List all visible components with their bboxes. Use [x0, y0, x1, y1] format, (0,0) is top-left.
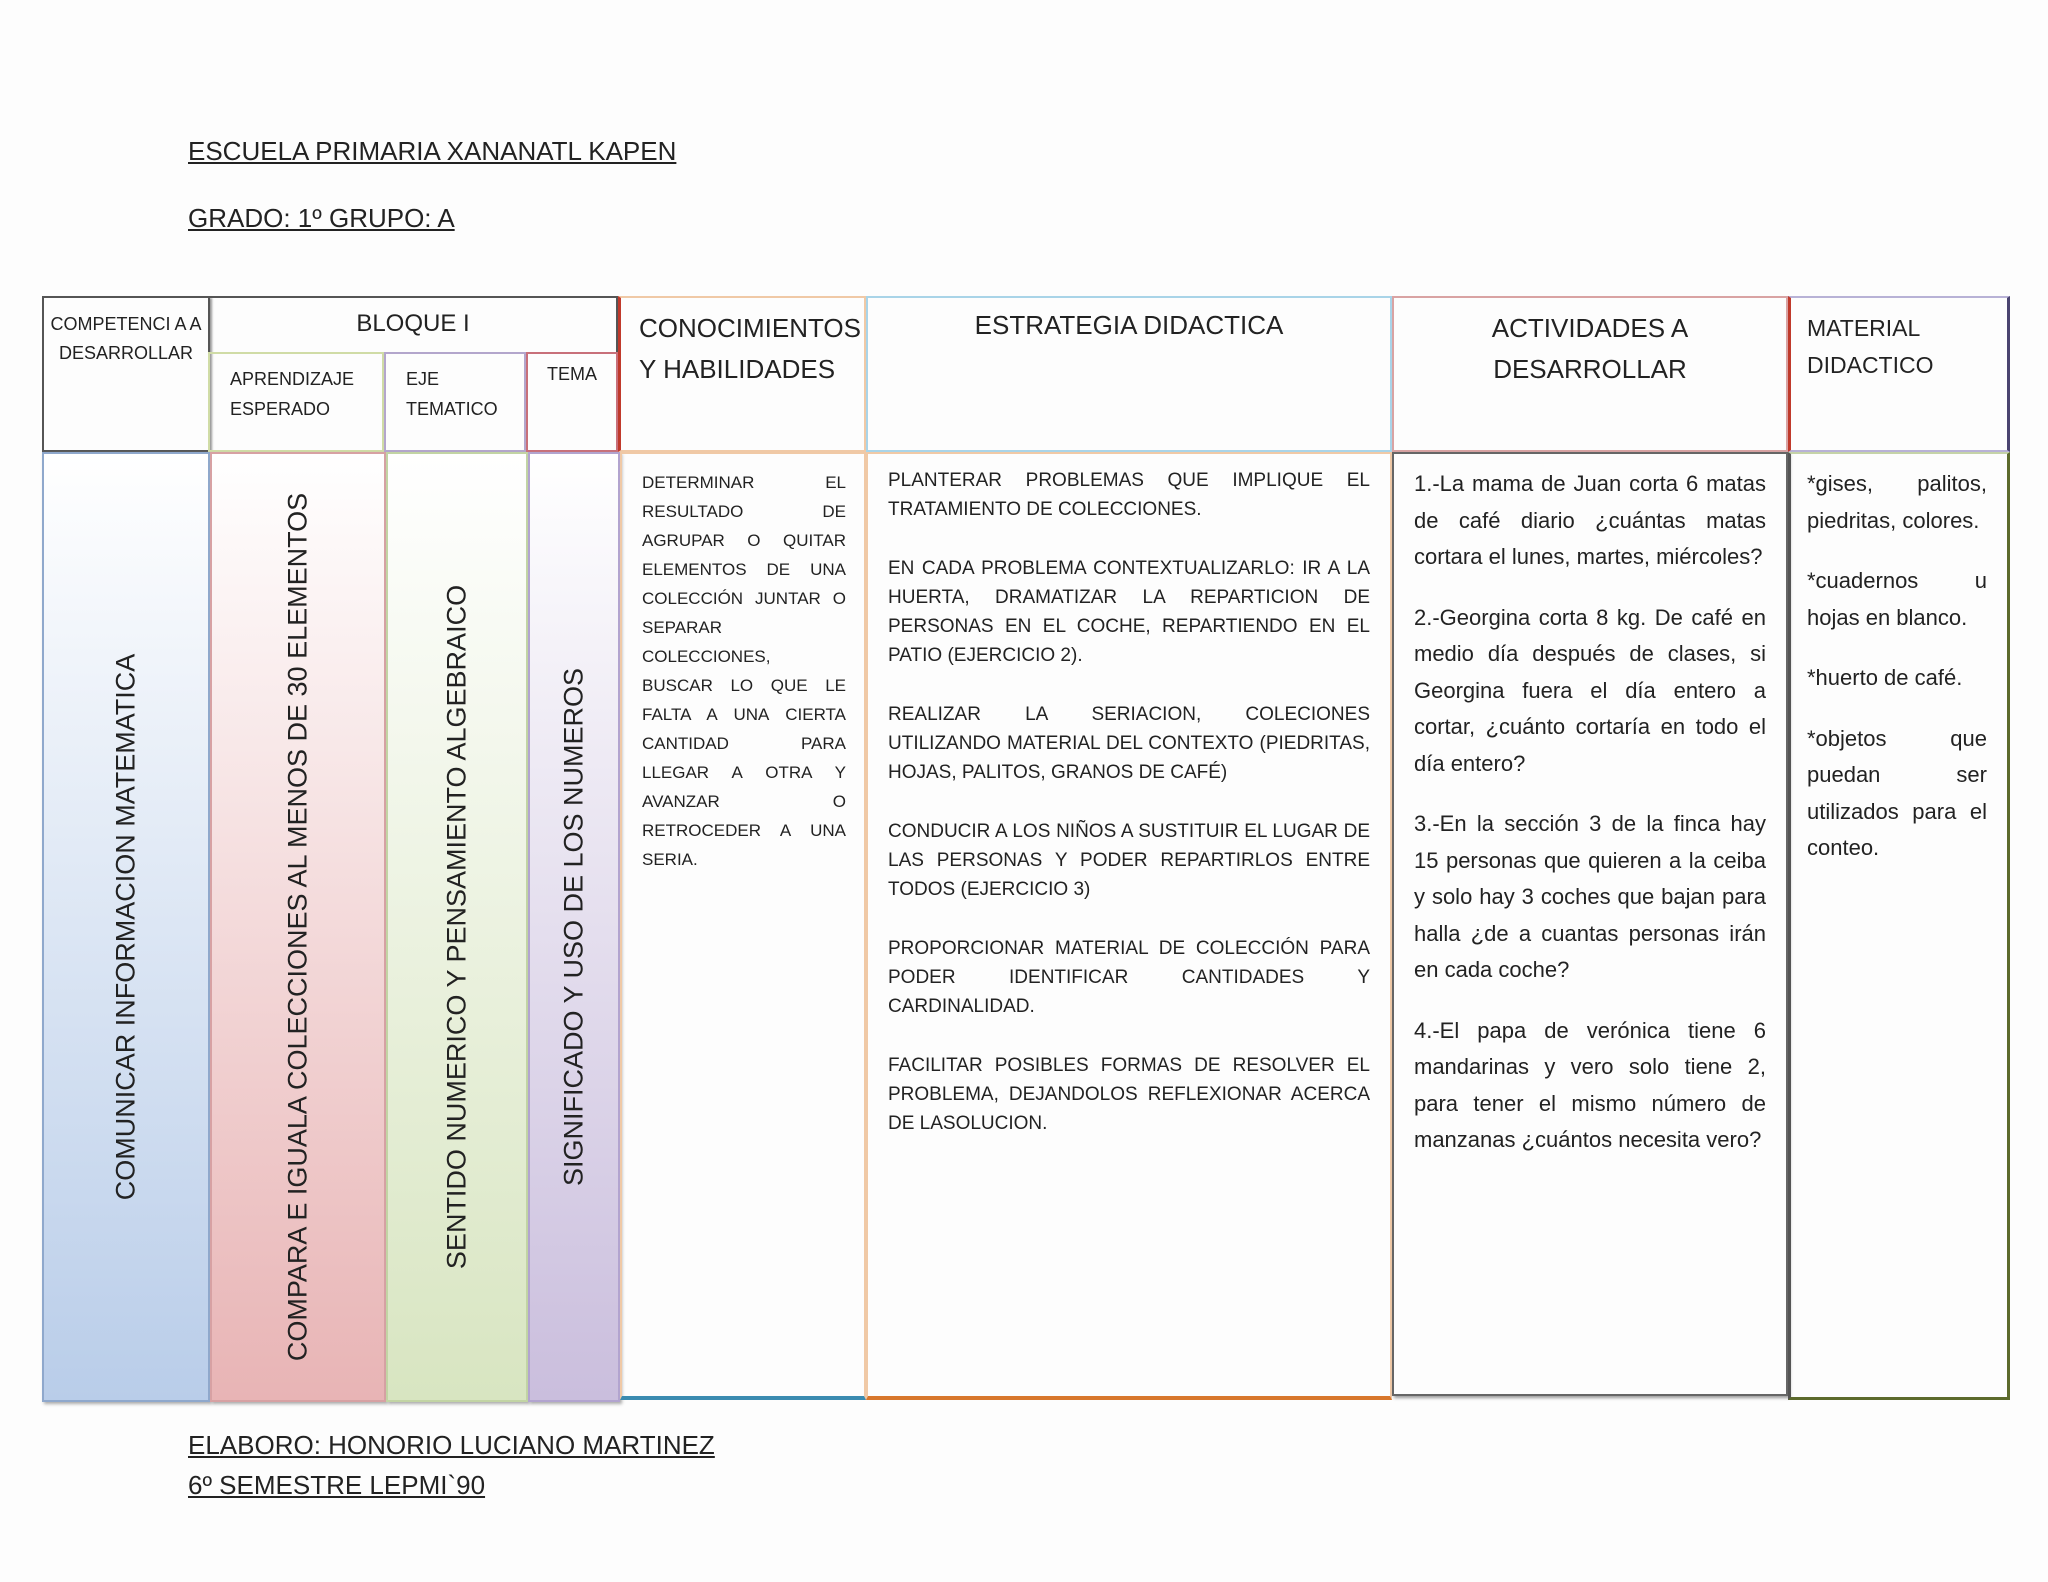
conocimientos-text: DETERMINAR EL RESULTADO DE AGRUPAR O QUITAR ELEMENTOS DE UNA COLECCIÓN JUNTAR O SEPARAR COLECCIONES, BUSCAR LO QUE LE FALTA A UNA CIERTA CANTIDAD PARA LLEGAR A OTRA Y AVANZAR O RETROCEDER A UNA SERIA.	[642, 473, 846, 869]
eje-cell	[386, 452, 528, 1402]
header-material	[1788, 296, 2010, 452]
header-actividades-label: ACTIVIDADES A DESARROLLAR	[1491, 313, 1689, 384]
header-material-label: MATERIAL DIDACTICO	[1807, 315, 1934, 378]
header-actividades	[1392, 296, 1788, 452]
actividad-item: 2.-Georgina corta 8 kg. De café en medio día después de clases, si Georgina fuera el día entero a cortar, ¿cuánto cortaría en todo el día entero?	[1414, 604, 1766, 776]
tema-cell	[528, 452, 620, 1402]
material-cell	[1788, 452, 2010, 1400]
estrategia-cell	[866, 452, 1392, 1400]
header-conocimientos	[618, 296, 866, 452]
estrategia-list	[868, 454, 1390, 1138]
actividades-list	[1394, 454, 1786, 1159]
actividad-item: 4.-El papa de verónica tiene 6 mandarinas y vero solo tiene 2, para tener el mismo número de manzanas ¿cuántos necesita vero?	[1414, 1017, 1766, 1152]
actividades-cell	[1392, 452, 1788, 1396]
estrategia-item: PLANTERAR PROBLEMAS QUE IMPLIQUE EL TRATAMIENTO DE COLECCIONES.	[888, 470, 1370, 520]
tema-text: SIGNIFICADO Y USO DE LOS NUMEROS	[558, 667, 589, 1187]
header-bloque	[208, 296, 618, 354]
conocimientos-cell	[620, 452, 866, 1400]
eje-text: SENTIDO NUMERICO Y PENSAMIENTO ALGEBRAICO	[441, 584, 472, 1270]
semester: 6º SEMESTRE LEPMI`90	[188, 1470, 486, 1500]
estrategia-item: REALIZAR LA SERIACION, COLECIONES UTILIZANDO MATERIAL DEL CONTEXTO (PIEDRITAS, HOJAS, PALITOS, GRANOS DE CAFÉ)	[888, 704, 1370, 783]
header-competencia	[42, 296, 210, 452]
header-aprendizaje-label: APRENDIZAJE ESPERADO	[230, 369, 355, 419]
aprendizaje-text: COMPARA E IGUALA COLECCIONES AL MENOS DE 30 ELEMENTOS	[282, 492, 313, 1362]
header-estrategia	[866, 296, 1392, 452]
header-eje	[384, 352, 526, 452]
header-competencia-label: COMPETENCI A A DESARROLLAR	[50, 314, 202, 363]
material-item: *objetos que puedan ser utilizados para el conteo.	[1807, 725, 1987, 860]
material-item: *cuadernos u hojas en blanco.	[1807, 568, 1987, 630]
author: ELABORO: HONORIO LUCIANO MARTINEZ	[188, 1430, 715, 1460]
competencia-cell	[42, 452, 210, 1402]
header-tema-label: TEMA	[546, 364, 597, 384]
header-eje-label: EJE TEMATICO	[406, 369, 498, 419]
estrategia-item: PROPORCIONAR MATERIAL DE COLECCIÓN PARA PODER IDENTIFICAR CANTIDADES Y CARDINALIDAD.	[888, 938, 1370, 1017]
material-list	[1791, 454, 2007, 867]
header-bloque-label: BLOQUE I	[356, 310, 470, 337]
aprendizaje-cell	[210, 452, 386, 1402]
material-item: *huerto de café.	[1807, 665, 1963, 690]
header-tema	[526, 352, 618, 452]
estrategia-item: CONDUCIR A LOS NIÑOS A SUSTITUIR EL LUGAR DE LAS PERSONAS Y PODER REPARTIRLOS ENTRE TODOS (EJERCICIO 3)	[888, 821, 1370, 900]
competencia-text: COMUNICAR INFORMACION MATEMATICA	[110, 653, 141, 1201]
material-item: *gises, palitos, piedritas, colores.	[1807, 471, 1987, 533]
school-name: ESCUELA PRIMARIA XANANATL KAPEN	[188, 136, 677, 166]
actividad-item: 1.-La mama de Juan corta 6 matas de café diario ¿cuántas matas cortara el lunes, martes, miércoles?	[1414, 471, 1766, 569]
header-conocimientos-label: CONOCIMIENTOS Y HABILIDADES	[639, 313, 861, 384]
estrategia-item: FACILITAR POSIBLES FORMAS DE RESOLVER EL PROBLEMA, DEJANDOLOS REFLEXIONAR ACERCA DE LASOLUCION.	[888, 1055, 1370, 1134]
header-estrategia-label: ESTRATEGIA DIDACTICA	[974, 310, 1284, 340]
estrategia-item: EN CADA PROBLEMA CONTEXTUALIZARLO: IR A LA HUERTA, DRAMATIZAR LA REPARTICION DE PERSONAS EN EL COCHE, REPARTIENDO EN EL PATIO (EJERCICIO 2).	[888, 558, 1370, 666]
header-aprendizaje	[208, 352, 384, 452]
grade-group: GRADO: 1º GRUPO: A	[188, 203, 455, 233]
actividad-item: 3.-En la sección 3 de la finca hay 15 personas que quieren a la ceiba y solo hay 3 coches que bajan para halla ¿de a cuantas personas irán en cada coche?	[1414, 811, 1766, 982]
